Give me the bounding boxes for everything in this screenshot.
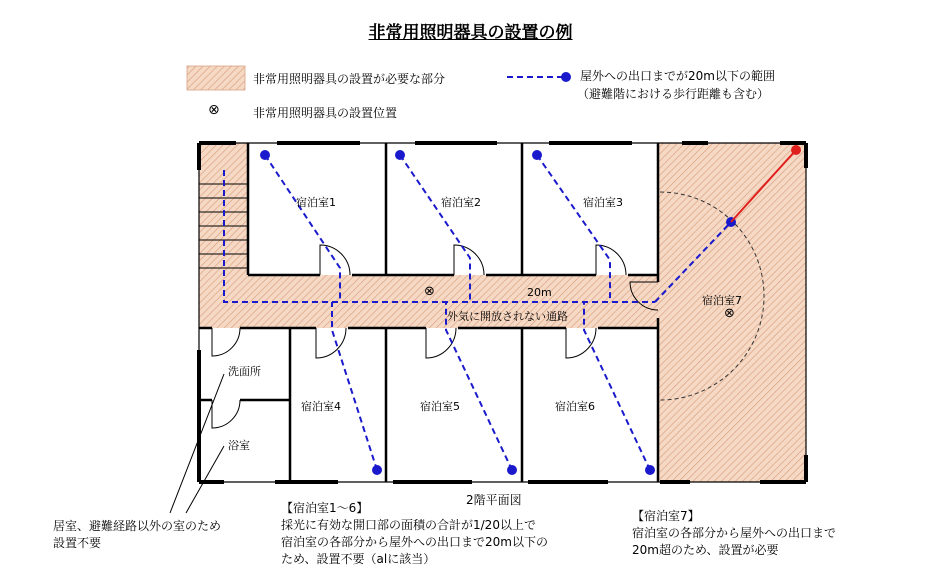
note-right: [632, 508, 836, 559]
note-middle-line: 【宿泊室1～6】: [281, 501, 369, 515]
note-left-line: 設置不要: [53, 536, 102, 550]
diagram-title: 非常用照明器具の設置の例: [368, 23, 573, 43]
fixture-icon-corridor: ⊗: [424, 284, 435, 299]
note-middle: [281, 500, 548, 568]
note-left-line: 居室、避難経路以外の室のため: [53, 519, 222, 533]
note-middle-line: 採光に有効な開口部の面積の合計が1/20以上で: [281, 518, 536, 532]
legend-path-sublabel: （避難階における歩行距離も含む）: [577, 87, 770, 101]
room-label-washroom: 洗面所: [228, 365, 261, 378]
room-label-3: 宿泊室3: [583, 196, 623, 209]
fixture-icon-room7: ⊗: [724, 306, 735, 321]
note-middle-line: 宿泊室の各部分から屋外への出口まで20m以下の: [281, 535, 548, 549]
legend-path-label: 屋外への出口までが20m以下の範囲: [580, 69, 775, 83]
room-label-bathroom: 浴室: [228, 439, 250, 452]
room-label-2: 宿泊室2: [441, 196, 481, 209]
plan-caption: 2階平面図: [466, 493, 522, 507]
note-left: [53, 518, 221, 552]
legend-path-sample: [507, 72, 571, 82]
room-label-4: 宿泊室4: [301, 400, 341, 413]
legend-hatch-swatch: [187, 66, 245, 90]
corridor-label: 外気に開放されない通路: [447, 310, 568, 323]
legend-fixture-icon: ⊗: [208, 102, 220, 118]
distance-label: 20m: [527, 286, 552, 299]
legend-hatched-label: 非常用照明器具の設置が必要な部分: [253, 72, 446, 86]
note-middle-line: ため、設置不要（alに該当）: [281, 552, 436, 566]
note-right-line: 【宿泊室7】: [632, 509, 700, 523]
room-label-6: 宿泊室6: [555, 400, 595, 413]
note-right-line: 20m超のため、設置が必要: [632, 543, 779, 557]
legend-fixture-label: 非常用照明器具の設置位置: [253, 106, 398, 120]
room-label-1: 宿泊室1: [296, 196, 336, 209]
room-label-7: 宿泊室7: [702, 294, 742, 307]
room-label-5: 宿泊室5: [420, 400, 460, 413]
note-right-line: 宿泊室の各部分から屋外への出口まで: [632, 526, 837, 540]
